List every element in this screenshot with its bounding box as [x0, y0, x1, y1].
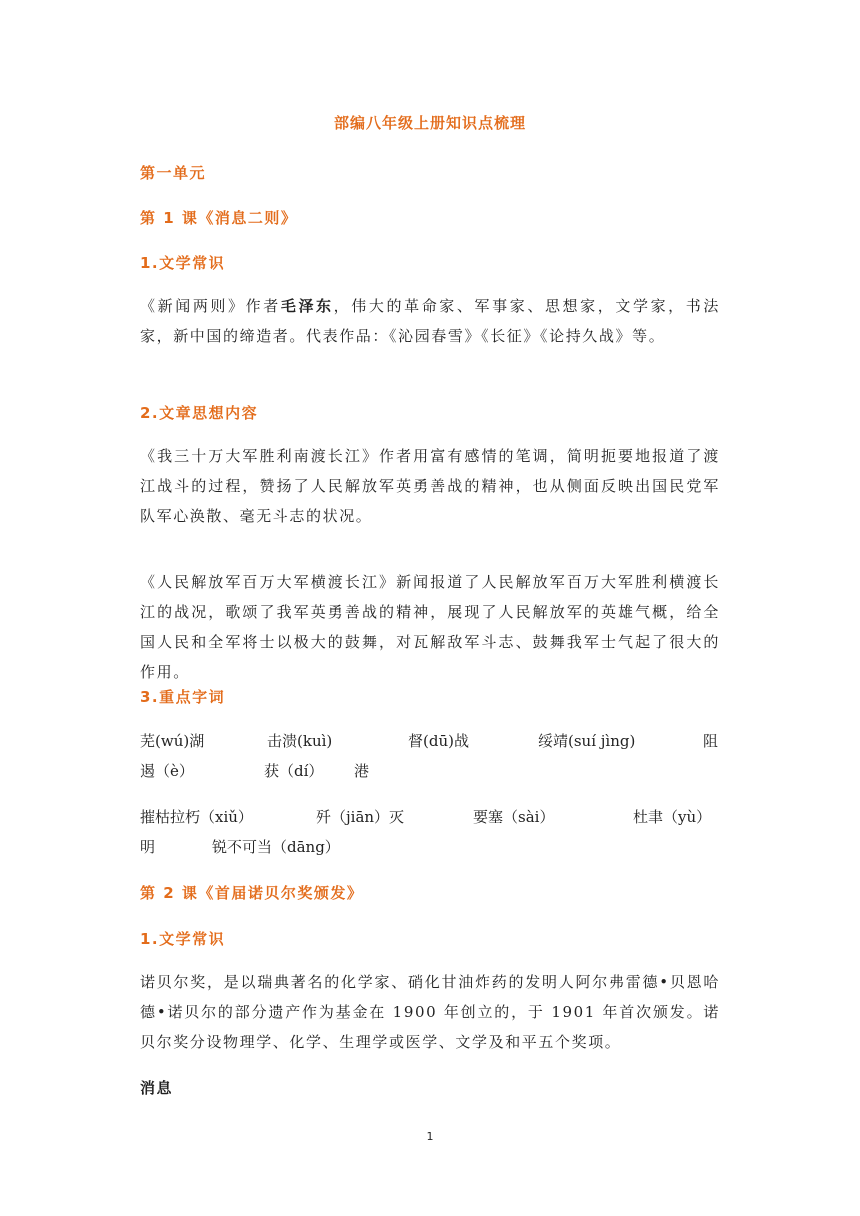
author-name: 毛泽东	[280, 297, 334, 315]
page-number: 1	[426, 1130, 434, 1143]
lesson2-heading: 第 2 课《首届诺贝尔奖颁发》	[140, 884, 364, 902]
lesson1-content-paragraph-1: 《我三十万大军胜利南渡长江》作者用富有感情的笔调，简明扼要地报道了渡江战斗的过程，赞扬了人民解放军英勇善战的精神，也从侧面反映出国民党军队军心涣散、毫无斗志的状况。	[140, 447, 720, 525]
word-item: 绥靖(suí jìng)	[538, 732, 636, 750]
lesson1-literary-heading: 1.文学常识	[140, 254, 226, 272]
words-row	[140, 726, 720, 756]
word-item: 获（dí）	[264, 762, 324, 780]
word-item: 明	[140, 838, 156, 856]
words-row	[140, 756, 720, 786]
word-item: 杜聿（yù）	[633, 808, 712, 826]
word-item: 要塞（sài）	[473, 808, 555, 826]
word-item: 摧枯拉朽（xiǔ）	[140, 808, 253, 826]
word-item: 锐不可当（dāng）	[212, 838, 340, 856]
news-subheading: 消息	[140, 1079, 174, 1097]
paragraph-text: ，伟大的革命家、军事家、思想家，文学家，书法家，新中国的缔造者。代表作品：《沁园春雪》《长征》《论持久战》等。	[140, 297, 720, 345]
word-item: 阻	[703, 732, 719, 750]
word-item: 督(dū)战	[408, 732, 469, 750]
word-item: 歼（jiān）灭	[316, 808, 405, 826]
lesson1-literary-paragraph	[140, 291, 720, 351]
word-item: 遏（è）	[140, 762, 194, 780]
lesson1-content-paragraph-2: 《人民解放军百万大军横渡长江》新闻报道了人民解放军百万大军胜利横渡长江的战况，歌颂了我军英勇善战的精神，展现了人民解放军的英雄气概，给全国人民和全军将士以极大的鼓舞，对瓦解敌军斗志、鼓舞我军士气起了很大的作用。	[140, 573, 720, 681]
lesson2-literary-paragraph: 诺贝尔奖，是以瑞典著名的化学家、硝化甘油炸药的发明人阿尔弗雷德•贝恩哈德•诺贝尔的部分遗产作为基金在 1900 年创立的，于 1901 年首次颁发。诺贝尔奖分设物理学、化学、生理学或医学、文学及和平五个奖项。	[140, 973, 720, 1051]
lesson1-words-heading: 3.重点字词	[140, 688, 226, 706]
paragraph-text: 《新闻两则》作者	[140, 297, 281, 315]
words-row	[140, 802, 720, 832]
word-item: 港	[354, 762, 370, 780]
lesson1-content-heading: 2.文章思想内容	[140, 404, 259, 422]
document-title: 部编八年级上册知识点梳理	[333, 114, 526, 132]
lesson2-literary-heading: 1.文学常识	[140, 930, 226, 948]
word-item: 芜(wú)湖	[140, 732, 205, 750]
lesson1-heading: 第 1 课《消息二则》	[140, 209, 298, 227]
words-row	[140, 832, 720, 862]
word-item: 击溃(kuì)	[267, 732, 333, 750]
unit-heading: 第一单元	[140, 164, 207, 182]
